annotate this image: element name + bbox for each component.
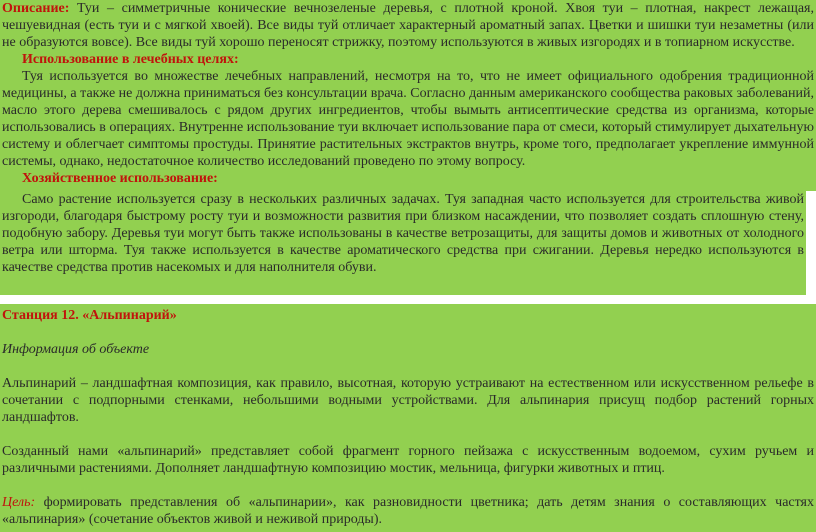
medical-use-text: Туя используется во множестве лечебных направлений, несмотря на то, что не имеет официального одобрения традиционной медицины, а также не должна приниматься без консультации врача. Согласно данным американского сообщества раковых заболеваний, масло этого дерева смешивалось с рядом других ингредиентов, чтобы вымыть антисептические средства из организма, которые использовались в операциях. Внутренне использование туи включает использование пара от смеси, который стимулирует дыхательную систему и облегчает симптомы простуды. Принятие растительных экстрактов внутрь, кроме того, предполагает укрепление иммунной системы, однако, недостаточное количество исследований проведено по этому вопросу. bbox=[2, 69, 814, 169]
description-paragraph bbox=[2, 0, 814, 51]
medical-use-heading: Использование в лечебных целях: bbox=[22, 52, 239, 67]
description-text: Туи – симметричные конические вечнозеленые деревья, с плотной кроной. Хвоя туи – плотная, накрест лежащая, чешуевидная (есть туи и с мягкой хвоей). Все виды туй отличает характерный ароматный запах. Цветки и шишки туи незаметны (или не образуются вовсе). Все виды туй хорошо переносят стрижку, поэтому используются в живых изгородях и в топиарном искусстве. bbox=[2, 1, 814, 50]
station-paragraph-2: Созданный нами «альпинарий» представляет собой фрагмент горного пейзажа с искусственным водоемом, сухим ручьем и различными растениями. Дополняет ландшафтную композицию мостик, мельница, фигурки животных и птиц. bbox=[2, 444, 814, 476]
station-block bbox=[0, 304, 816, 532]
station-paragraph-1: Альпинарий – ландшафтная композиция, как правило, высотная, которую устраивают на естественном или искусственном рельефе в сочетании с подпорными стенками, небольшими водными устройствами. Для альпинария присущ подбор растений горных ландшафтов. bbox=[2, 376, 814, 425]
goal-text: формировать представления об «альпинарии», как разновидности цветника; дать детям знания о составляющих частях «альпинария» (сочетание объектов живой и неживой природы). bbox=[2, 495, 814, 527]
description-label: Описание: bbox=[2, 1, 70, 16]
station-goal-paragraph bbox=[2, 494, 814, 528]
household-highlight-block bbox=[0, 191, 806, 295]
household-use-heading: Хозяйственное использование: bbox=[22, 171, 218, 186]
station-title: Станция 12. «Альпинарий» bbox=[2, 308, 177, 323]
household-use-text: Само растение используется сразу в нескольких различных задачах. Туя западная часто используется для строительства живой изгороди, благодаря быстрому росту туи и возможности развития при близком насаждении, что позволяет создать сплошную стену, подобную забору. Деревья туи могут быть также использованы в качестве ветрозащиты, для защиты домов и животных от холодного ветра или шторма. Туя также используется в качестве ароматического средства при сжигании. Деревья нередко используются в качестве средства против насекомых и для наполнителя обуви. bbox=[2, 192, 804, 275]
goal-label: Цель: bbox=[2, 495, 36, 510]
station-subtitle: Информация об объекте bbox=[2, 342, 150, 357]
upper-highlight-block bbox=[0, 0, 816, 191]
